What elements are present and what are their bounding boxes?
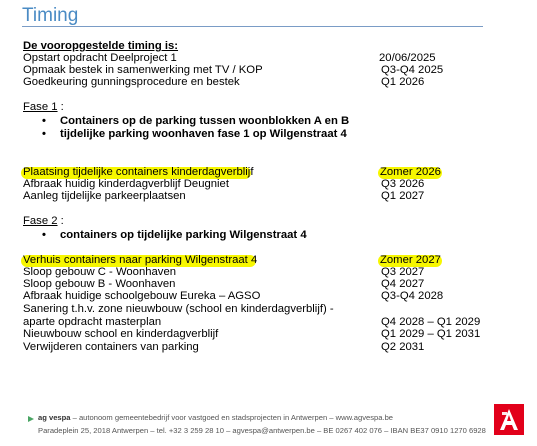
bullet-text: tijdelijke parking woonhaven fase 1 op Wilgenstraat 4 — [60, 128, 347, 140]
fase1-label: Plaatsing tijdelijke containers kinderdagverblijf — [23, 166, 254, 178]
antwerp-hand-logo-icon — [494, 404, 524, 435]
bullet-icon: • — [42, 229, 46, 241]
fase2-value: Zomer 2027 — [380, 254, 441, 266]
fase1-heading — [23, 101, 64, 114]
title-underline — [22, 26, 483, 27]
fase2-bullet — [42, 229, 307, 242]
intro-label: Opmaak bestek in samenwerking met TV / KOP — [23, 64, 263, 76]
fase2-label: Sanering t.h.v. zone nieuwbouw (school en kinderdagverblijf) - — [23, 303, 334, 315]
footer-brand: ag vespa — [38, 413, 71, 422]
fase2-value: Q4 2028 – Q1 2029 — [381, 316, 481, 328]
fase1-heading-text: Fase 1 — [23, 101, 58, 113]
intro-label: Opstart opdracht Deelproject 1 — [23, 52, 177, 64]
intro-label: Goedkeuring gunningsprocedure en bestek — [23, 76, 240, 88]
fase1-bullet — [42, 128, 347, 141]
fase1-label: Afbraak huidig kinderdagverblijf Deugniet — [23, 178, 229, 190]
fase2-label: Nieuwbouw school en kinderdagverblijf — [23, 328, 219, 340]
fase1-label: Aanleg tijdelijke parkeerplaatsen — [23, 190, 186, 202]
footer-tagline: – autonoom gemeentebedrijf voor vastgoed en stadsprojecten in Antwerpen – www.agvespa.be — [70, 413, 394, 422]
bullet-text: containers op tijdelijke parking Wilgenstraat 4 — [60, 229, 307, 241]
footer-arrow-icon — [28, 416, 34, 422]
footer-line2: Paradeplein 25, 2018 Antwerpen – tel. +32 3 259 28 10 – agvespa@antwerpen.be – BE 0267 402 076 – IBAN BE37 0910 1270 6928 — [38, 426, 486, 435]
fase1-bullet — [42, 115, 349, 128]
fase2-label: Sloop gebouw B - Woonhaven — [23, 278, 176, 290]
fase2-value: Q3 2027 — [381, 266, 425, 278]
fase2-label: Sloop gebouw C - Woonhaven — [23, 266, 177, 278]
bullet-icon: • — [42, 128, 46, 140]
fase2-heading-colon: : — [57, 215, 64, 227]
intro-value: Q3-Q4 2025 — [381, 64, 444, 76]
fase1-value: Q3 2026 — [381, 178, 425, 190]
footer-line1 — [38, 413, 393, 422]
fase1-heading-colon: : — [57, 101, 64, 113]
fase2-value: Q1 2029 – Q1 2031 — [381, 328, 481, 340]
fase2-value: Q4 2027 — [381, 278, 425, 290]
fase2-label: aparte opdracht masterplan — [23, 316, 162, 328]
fase1-value: Q1 2027 — [381, 190, 425, 202]
bullet-text: Containers op de parking tussen woonblokken A en B — [60, 115, 350, 127]
bullet-icon: • — [42, 115, 46, 127]
fase2-heading — [23, 215, 64, 228]
fase2-label: Afbraak huidige schoolgebouw Eureka – AGSO — [23, 290, 261, 302]
fase2-label: Verwijderen containers van parking — [23, 341, 199, 353]
intro-value: 20/06/2025 — [379, 52, 436, 64]
fase2-heading-text: Fase 2 — [23, 215, 58, 227]
fase2-value: Q2 2031 — [381, 341, 425, 353]
page-title: Timing — [22, 5, 79, 26]
intro-value: Q1 2026 — [381, 76, 425, 88]
fase2-label: Verhuis containers naar parking Wilgenstraat 4 — [23, 254, 258, 266]
timing-heading: De vooropgestelde timing is: — [23, 40, 179, 52]
fase1-value: Zomer 2026 — [380, 166, 441, 178]
fase2-value: Q3-Q4 2028 — [381, 290, 444, 302]
